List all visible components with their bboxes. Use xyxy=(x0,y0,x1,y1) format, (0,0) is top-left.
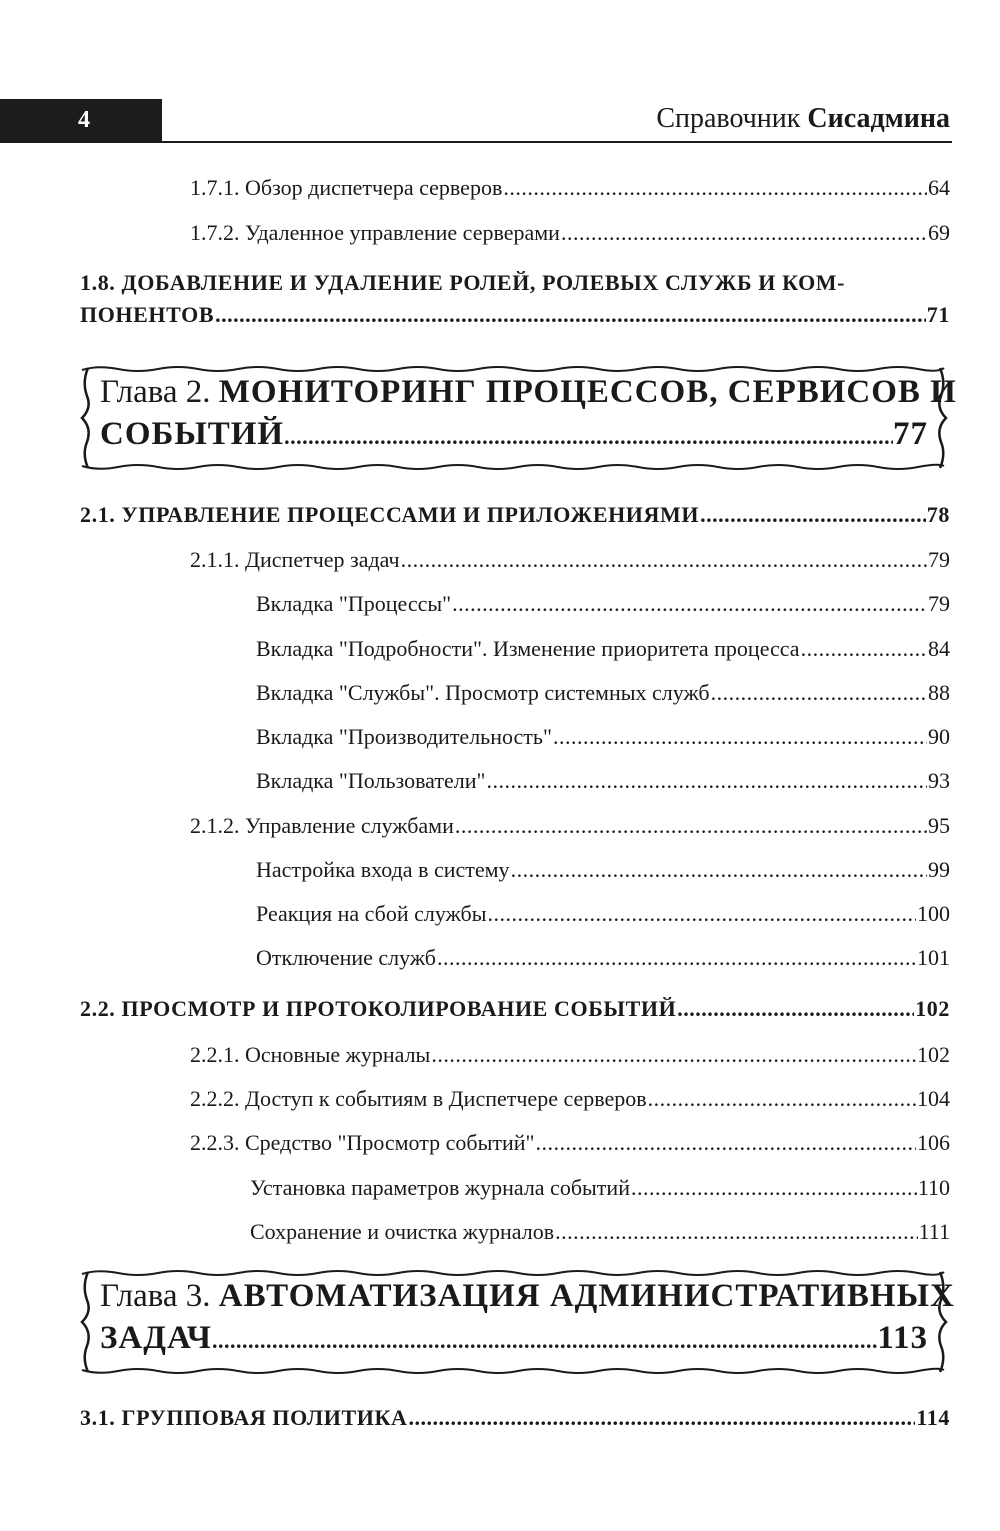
leader-dots xyxy=(648,1086,916,1112)
toc-entry-1-7-1[interactable] xyxy=(190,175,950,201)
toc-section-title: 1.8. ДОБАВЛЕНИЕ И УДАЛЕНИЕ РОЛЕЙ, РОЛЕВЫХ СЛУЖБ И КОМ- xyxy=(80,270,846,295)
toc-section-title: 3.1. ГРУППОВАЯ ПОЛИТИКА xyxy=(80,1405,408,1430)
chapter-page: 77 xyxy=(893,416,928,452)
toc-entry-page: 111 xyxy=(918,1219,950,1244)
toc-entry-page: 102 xyxy=(915,996,950,1021)
toc-subentry-log-params[interactable] xyxy=(250,1175,950,1201)
leader-dots xyxy=(215,302,926,328)
toc-section-3-1[interactable] xyxy=(80,1405,950,1431)
toc-entry-2-1-1[interactable] xyxy=(190,547,950,573)
leader-dots xyxy=(487,901,916,927)
toc-entry-page: 101 xyxy=(917,945,950,970)
toc-entry-page: 78 xyxy=(926,502,950,527)
toc-subentry-logon[interactable] xyxy=(256,857,950,883)
toc-entry-page: 84 xyxy=(928,636,950,661)
toc-entry-page: 79 xyxy=(928,591,950,616)
chapter-title-line1 xyxy=(100,374,957,411)
toc-entry-page: 79 xyxy=(928,547,950,572)
leader-dots xyxy=(555,1219,918,1245)
chapter-title-cont: ЗАДАЧ xyxy=(100,1320,212,1356)
toc-subentry-processes[interactable] xyxy=(256,591,950,617)
toc-entry-title: Вкладка "Пользователи" xyxy=(256,768,486,793)
chapter-page: 113 xyxy=(877,1320,928,1356)
chapter-title-line2 xyxy=(100,1320,928,1357)
leader-dots xyxy=(711,680,927,706)
header-rule xyxy=(162,141,952,143)
leader-dots xyxy=(801,636,927,662)
toc-subentry-disable[interactable] xyxy=(256,945,950,971)
leader-dots xyxy=(409,1405,916,1431)
toc-entry-title: 1.7.1. Обзор диспетчера серверов xyxy=(190,175,503,200)
toc-section-title: 2.2. ПРОСМОТР И ПРОТОКОЛИРОВАНИЕ СОБЫТИЙ xyxy=(80,996,677,1021)
chapter-title-line2 xyxy=(100,416,928,453)
leader-dots xyxy=(212,1328,877,1354)
toc-entry-page: 64 xyxy=(928,175,950,200)
toc-entry-title: Реакция на сбой службы xyxy=(256,901,487,926)
toc-subentry-users[interactable] xyxy=(256,768,950,794)
toc-entry-2-2-1[interactable] xyxy=(190,1042,950,1068)
chapter-prefix: Глава 3. xyxy=(100,1278,211,1314)
toc-entry-title: Сохранение и очистка журналов xyxy=(250,1219,555,1244)
leader-dots xyxy=(437,945,916,971)
toc-entry-page: 100 xyxy=(917,901,950,926)
toc-section-1-8-line1[interactable] xyxy=(80,270,950,296)
toc-entry-2-1-2[interactable] xyxy=(190,813,950,839)
leader-dots xyxy=(401,547,927,573)
toc-entry-page: 104 xyxy=(917,1086,950,1111)
toc-entry-page: 71 xyxy=(926,302,950,327)
leader-dots xyxy=(486,768,927,794)
toc-entry-page: 93 xyxy=(928,768,950,793)
leader-dots xyxy=(503,175,927,201)
leader-dots xyxy=(284,424,893,450)
chapter-title: АВТОМАТИЗАЦИЯ АДМИНИСТРАТИВНЫХ xyxy=(218,1278,955,1314)
toc-entry-title: Вкладка "Подробности". Изменение приоритета процесса xyxy=(256,636,800,661)
toc-entry-title: 2.2.3. Средство "Просмотр событий" xyxy=(190,1130,535,1155)
toc-entry-title: Вкладка "Службы". Просмотр системных служб xyxy=(256,680,710,705)
toc-entry-title: 1.7.2. Удаленное управление серверами xyxy=(190,220,560,245)
chapter-title: МОНИТОРИНГ ПРОЦЕССОВ, СЕРВИСОВ И xyxy=(218,374,957,410)
chapter-title-cont: СОБЫТИЙ xyxy=(100,416,285,452)
leader-dots xyxy=(561,220,927,246)
toc-subentry-log-save[interactable] xyxy=(250,1219,950,1245)
chapter-prefix: Глава 2. xyxy=(100,374,211,410)
toc-entry-title: Вкладка "Процессы" xyxy=(256,591,452,616)
chapter-2-heading[interactable] xyxy=(78,362,957,474)
running-title-regular: Справочник xyxy=(656,103,801,134)
toc-section-title-cont: ПОНЕНТОВ xyxy=(80,302,215,327)
page-number: 4 xyxy=(78,107,90,133)
toc-entry-page: 88 xyxy=(928,680,950,705)
leader-dots xyxy=(431,1042,916,1068)
running-title-bold: Сисадмина xyxy=(807,103,950,134)
toc-entry-title: 2.2.2. Доступ к событиям в Диспетчере серверов xyxy=(190,1086,647,1111)
toc-subentry-services[interactable] xyxy=(256,680,950,706)
toc-entry-title: 2.1.2. Управление службами xyxy=(190,813,454,838)
leader-dots xyxy=(631,1175,917,1201)
toc-entry-1-7-2[interactable] xyxy=(190,220,950,246)
toc-entry-2-2-3[interactable] xyxy=(190,1130,950,1156)
toc-entry-title: Вкладка "Производительность" xyxy=(256,724,552,749)
toc-entry-title: Установка параметров журнала событий xyxy=(250,1175,630,1200)
toc-entry-title: Настройка входа в систему xyxy=(256,857,510,882)
toc-entry-page: 95 xyxy=(928,813,950,838)
leader-dots xyxy=(455,813,927,839)
leader-dots xyxy=(536,1130,916,1156)
chapter-3-heading[interactable] xyxy=(78,1266,955,1378)
toc-entry-page: 114 xyxy=(916,1405,950,1430)
toc-entry-page: 106 xyxy=(917,1130,950,1155)
toc-entry-title: 2.2.1. Основные журналы xyxy=(190,1042,431,1067)
toc-entry-title: Отключение служб xyxy=(256,945,436,970)
chapter-title-line1 xyxy=(100,1278,955,1315)
leader-dots xyxy=(511,857,927,883)
toc-entry-page: 110 xyxy=(917,1175,950,1200)
running-title xyxy=(656,103,950,135)
leader-dots xyxy=(677,996,914,1022)
toc-entry-page: 69 xyxy=(928,220,950,245)
toc-section-2-2[interactable] xyxy=(80,996,950,1022)
toc-entry-title: 2.1.1. Диспетчер задач xyxy=(190,547,400,572)
leader-dots xyxy=(553,724,927,750)
toc-entry-2-2-2[interactable] xyxy=(190,1086,950,1112)
toc-entry-page: 99 xyxy=(928,857,950,882)
toc-section-2-1[interactable] xyxy=(80,502,950,528)
leader-dots xyxy=(700,502,926,528)
toc-entry-page: 90 xyxy=(928,724,950,749)
toc-section-1-8-line2[interactable] xyxy=(80,302,950,328)
toc-subentry-details[interactable] xyxy=(256,636,950,662)
toc-subentry-performance[interactable] xyxy=(256,724,950,750)
toc-section-title: 2.1. УПРАВЛЕНИЕ ПРОЦЕССАМИ И ПРИЛОЖЕНИЯМИ xyxy=(80,502,700,527)
toc-subentry-recovery[interactable] xyxy=(256,901,950,927)
toc-entry-page: 102 xyxy=(917,1042,950,1067)
leader-dots xyxy=(452,591,927,617)
